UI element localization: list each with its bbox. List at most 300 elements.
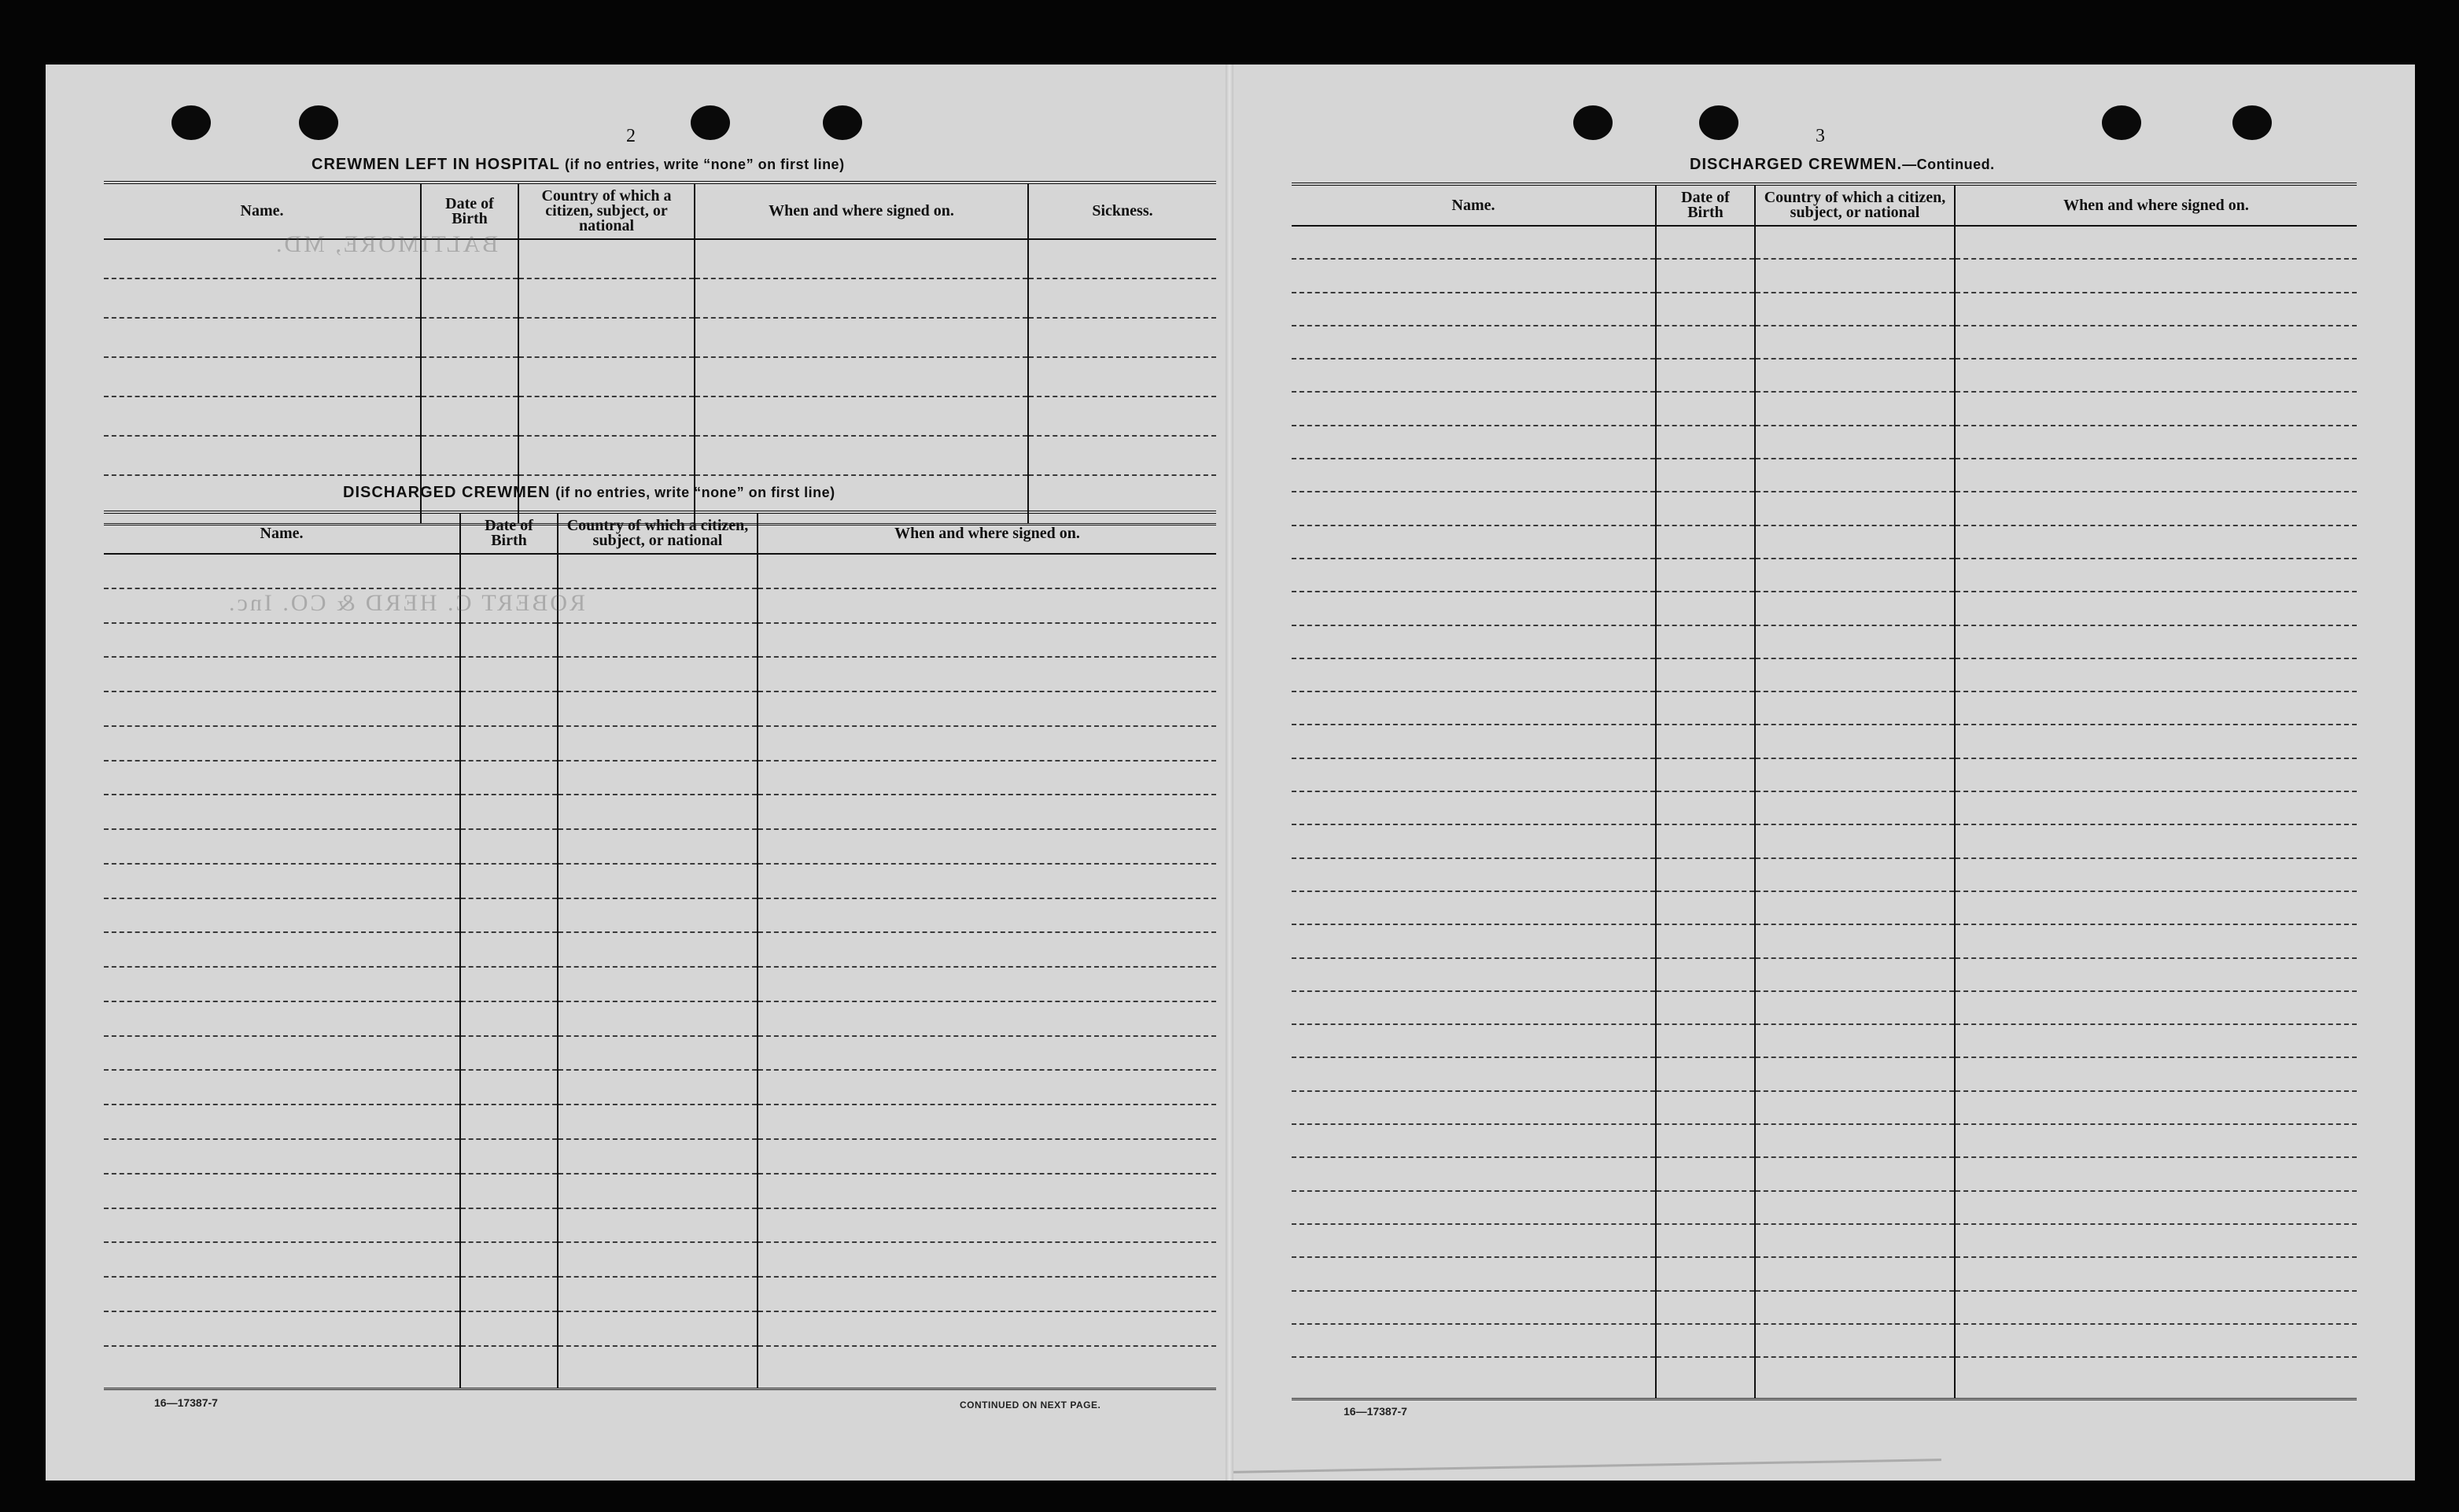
- blank-entry-cell: [460, 1277, 558, 1311]
- blank-entry-cell: [558, 967, 758, 1001]
- punch-hole: [299, 105, 338, 140]
- blank-entry-cell: [104, 1277, 460, 1311]
- table-row: [104, 657, 1216, 691]
- blank-entry-cell: [1292, 293, 1656, 326]
- punch-hole: [171, 105, 211, 140]
- blank-entry-cell: [1955, 559, 2357, 592]
- table-row: [104, 278, 1216, 318]
- table-row: [1292, 1157, 2357, 1190]
- blank-entry-cell: [1955, 991, 2357, 1024]
- blank-entry-cell: [558, 1208, 758, 1243]
- blank-entry-cell: [1292, 392, 1656, 425]
- blank-entry-cell: [1028, 278, 1216, 318]
- table-row: [1292, 891, 2357, 924]
- table-row: [104, 1277, 1216, 1311]
- blank-entry-cell: [1955, 226, 2357, 259]
- blank-entry-cell: [758, 761, 1216, 795]
- table-row: [1292, 226, 2357, 259]
- blank-entry-cell: [758, 1277, 1216, 1311]
- table-row: [104, 1346, 1216, 1389]
- blank-entry-cell: [558, 1139, 758, 1174]
- blank-entry-cell: [1955, 326, 2357, 359]
- table-row: [104, 829, 1216, 864]
- blank-entry-cell: [695, 357, 1028, 396]
- blank-entry-cell: [695, 278, 1028, 318]
- table-row: [1292, 858, 2357, 891]
- blank-entry-cell: [1755, 1091, 1955, 1124]
- blank-entry-cell: [1292, 1224, 1656, 1257]
- blank-entry-cell: [558, 795, 758, 829]
- blank-entry-cell: [104, 1001, 460, 1036]
- blank-entry-cell: [460, 1001, 558, 1036]
- blank-entry-cell: [460, 1104, 558, 1139]
- blank-entry-cell: [1292, 426, 1656, 459]
- blank-entry-cell: [460, 761, 558, 795]
- blank-entry-cell: [758, 1036, 1216, 1071]
- blank-entry-cell: [1955, 426, 2357, 459]
- table-row: [1292, 1291, 2357, 1324]
- blank-entry-cell: [1292, 259, 1656, 292]
- blank-entry-cell: [104, 623, 460, 658]
- blank-entry-cell: [1955, 758, 2357, 791]
- blank-entry-cell: [1292, 824, 1656, 857]
- blank-entry-cell: [1955, 1257, 2357, 1290]
- blank-entry-cell: [104, 795, 460, 829]
- blank-entry-cell: [1955, 791, 2357, 824]
- table-row: [1292, 326, 2357, 359]
- blank-entry-cell: [1755, 791, 1955, 824]
- blank-entry-cell: [1656, 592, 1755, 625]
- table-row: [1292, 1357, 2357, 1399]
- table-row: [104, 932, 1216, 967]
- blank-entry-cell: [104, 1036, 460, 1071]
- blank-entry-cell: [758, 588, 1216, 623]
- blank-entry-cell: [1292, 1024, 1656, 1057]
- table-row: [1292, 1191, 2357, 1224]
- blank-entry-cell: [1755, 1057, 1955, 1090]
- blank-entry-cell: [1755, 758, 1955, 791]
- column-header-country: Country of which a citizen, subject, or national: [518, 183, 695, 239]
- column-header-country: Country of which a citizen, subject, or national: [1755, 184, 1955, 226]
- blank-entry-cell: [1955, 924, 2357, 957]
- discharged-section-title: [343, 484, 835, 502]
- blank-entry-cell: [1755, 1357, 1955, 1399]
- hospital-table-body: [104, 239, 1216, 525]
- continued-table-body: [1292, 226, 2357, 1400]
- table-row: [104, 1036, 1216, 1071]
- blank-entry-cell: [1955, 1091, 2357, 1124]
- blank-entry-cell: [460, 967, 558, 1001]
- blank-entry-cell: [758, 1242, 1216, 1277]
- table-row: [1292, 392, 2357, 425]
- table-row: [1292, 625, 2357, 658]
- blank-entry-cell: [1292, 1124, 1656, 1157]
- blank-entry-cell: [695, 239, 1028, 278]
- blank-entry-cell: [1955, 259, 2357, 292]
- blank-entry-cell: [1755, 359, 1955, 392]
- blank-entry-cell: [104, 1139, 460, 1174]
- column-header-date-of-birth: Date of Birth: [421, 183, 518, 239]
- blank-entry-cell: [104, 726, 460, 761]
- blank-entry-cell: [1656, 1124, 1755, 1157]
- blank-entry-cell: [421, 436, 518, 475]
- blank-entry-cell: [104, 1104, 460, 1139]
- blank-entry-cell: [104, 932, 460, 967]
- blank-entry-cell: [1755, 958, 1955, 991]
- table-row: [104, 1174, 1216, 1208]
- left-page: [46, 65, 1226, 1481]
- blank-entry-cell: [460, 1208, 558, 1243]
- blank-entry-cell: [558, 1104, 758, 1139]
- column-header-name: Name.: [1292, 184, 1656, 226]
- blank-entry-cell: [1292, 1257, 1656, 1290]
- blank-entry-cell: [558, 1311, 758, 1346]
- blank-entry-cell: [1955, 459, 2357, 492]
- table-row: [104, 967, 1216, 1001]
- table-row: [1292, 725, 2357, 758]
- blank-entry-cell: [518, 436, 695, 475]
- table-row: [104, 396, 1216, 436]
- table-row: [104, 357, 1216, 396]
- blank-entry-cell: [518, 357, 695, 396]
- table-row: [1292, 526, 2357, 559]
- blank-entry-cell: [1656, 259, 1755, 292]
- blank-entry-cell: [558, 761, 758, 795]
- blank-entry-cell: [758, 1346, 1216, 1389]
- blank-entry-cell: [460, 1174, 558, 1208]
- blank-entry-cell: [1292, 1157, 1656, 1190]
- blank-entry-cell: [1656, 725, 1755, 758]
- table-row: [1292, 1024, 2357, 1057]
- continued-label: —Continued.: [1902, 157, 1995, 172]
- table-row: [104, 1104, 1216, 1139]
- blank-entry-cell: [558, 864, 758, 898]
- blank-entry-cell: [460, 623, 558, 658]
- blank-entry-cell: [1292, 725, 1656, 758]
- table-row: [104, 761, 1216, 795]
- blank-entry-cell: [758, 967, 1216, 1001]
- blank-entry-cell: [1955, 359, 2357, 392]
- blank-entry-cell: [1955, 658, 2357, 691]
- blank-entry-cell: [104, 1311, 460, 1346]
- discharged-continued-table: [1292, 183, 2357, 1400]
- blank-entry-cell: [1755, 924, 1955, 957]
- blank-entry-cell: [1755, 259, 1955, 292]
- hospital-header-row: [104, 183, 1216, 239]
- blank-entry-cell: [1028, 436, 1216, 475]
- form-code: 16—17387-7: [1344, 1405, 1407, 1418]
- blank-entry-cell: [1292, 1357, 1656, 1399]
- blank-entry-cell: [1955, 891, 2357, 924]
- table-row: [104, 864, 1216, 898]
- blank-entry-cell: [104, 691, 460, 726]
- blank-entry-cell: [1955, 1124, 2357, 1157]
- blank-entry-cell: [1292, 658, 1656, 691]
- blank-entry-cell: [1755, 392, 1955, 425]
- table-row: [104, 898, 1216, 933]
- blank-entry-cell: [104, 318, 421, 357]
- blank-entry-cell: [1955, 592, 2357, 625]
- blank-entry-cell: [758, 864, 1216, 898]
- blank-entry-cell: [1028, 239, 1216, 278]
- blank-entry-cell: [558, 1070, 758, 1104]
- page-number: 3: [1816, 126, 1825, 146]
- blank-entry-cell: [1955, 1357, 2357, 1399]
- blank-entry-cell: [1755, 1224, 1955, 1257]
- blank-entry-cell: [104, 357, 421, 396]
- column-header-signed-on: When and where signed on.: [1955, 184, 2357, 226]
- blank-entry-cell: [1656, 1324, 1755, 1357]
- blank-entry-cell: [1292, 1324, 1656, 1357]
- blank-entry-cell: [1292, 1191, 1656, 1224]
- blank-entry-cell: [695, 396, 1028, 436]
- blank-entry-cell: [104, 1070, 460, 1104]
- column-header-name: Name.: [104, 512, 460, 554]
- blank-entry-cell: [758, 1208, 1216, 1243]
- blank-entry-cell: [1656, 1057, 1755, 1090]
- blank-entry-cell: [460, 1070, 558, 1104]
- blank-entry-cell: [1292, 924, 1656, 957]
- blank-entry-cell: [104, 396, 421, 436]
- table-row: [1292, 592, 2357, 625]
- blank-entry-cell: [1955, 293, 2357, 326]
- blank-entry-cell: [1292, 359, 1656, 392]
- column-header-country: Country of which a citizen, subject, or national: [558, 512, 758, 554]
- blank-entry-cell: [1955, 958, 2357, 991]
- blank-entry-cell: [1656, 359, 1755, 392]
- table-row: [104, 1070, 1216, 1104]
- blank-entry-cell: [1656, 559, 1755, 592]
- punch-hole: [823, 105, 862, 140]
- blank-entry-cell: [460, 1311, 558, 1346]
- blank-entry-cell: [758, 1311, 1216, 1346]
- blank-entry-cell: [1755, 1124, 1955, 1157]
- column-header-signed-on: When and where signed on.: [695, 183, 1028, 239]
- column-header-name: Name.: [104, 183, 421, 239]
- blank-entry-cell: [1955, 392, 2357, 425]
- blank-entry-cell: [460, 932, 558, 967]
- blank-entry-cell: [1755, 991, 1955, 1024]
- blank-entry-cell: [1292, 226, 1656, 259]
- blank-entry-cell: [460, 657, 558, 691]
- hospital-title-text: CREWMEN LEFT IN HOSPITAL: [312, 156, 560, 173]
- blank-entry-cell: [1292, 758, 1656, 791]
- blank-entry-cell: [1292, 592, 1656, 625]
- table-row: [1292, 958, 2357, 991]
- blank-entry-cell: [1755, 658, 1955, 691]
- blank-entry-cell: [1955, 1324, 2357, 1357]
- blank-entry-cell: [1755, 1257, 1955, 1290]
- blank-entry-cell: [1292, 958, 1656, 991]
- blank-entry-cell: [1755, 526, 1955, 559]
- blank-entry-cell: [558, 1174, 758, 1208]
- table-row: [1292, 1257, 2357, 1290]
- blank-entry-cell: [758, 691, 1216, 726]
- blank-entry-cell: [1656, 293, 1755, 326]
- blank-entry-cell: [1028, 357, 1216, 396]
- blank-entry-cell: [1955, 1191, 2357, 1224]
- table-row: [104, 1242, 1216, 1277]
- blank-entry-cell: [421, 396, 518, 436]
- table-row: [1292, 691, 2357, 725]
- table-row: [104, 554, 1216, 588]
- table-row: [104, 623, 1216, 658]
- blank-entry-cell: [421, 278, 518, 318]
- blank-entry-cell: [758, 623, 1216, 658]
- blank-entry-cell: [1656, 658, 1755, 691]
- blank-entry-cell: [1292, 559, 1656, 592]
- blank-entry-cell: [421, 318, 518, 357]
- blank-entry-cell: [1755, 326, 1955, 359]
- continued-note: CONTINUED ON NEXT PAGE.: [960, 1400, 1101, 1411]
- table-row: [104, 1311, 1216, 1346]
- blank-entry-cell: [1755, 1291, 1955, 1324]
- blank-entry-cell: [758, 898, 1216, 933]
- blank-entry-cell: [558, 726, 758, 761]
- blank-entry-cell: [1955, 1057, 2357, 1090]
- blank-entry-cell: [1656, 1291, 1755, 1324]
- blank-entry-cell: [518, 318, 695, 357]
- blank-entry-cell: [460, 829, 558, 864]
- blank-entry-cell: [558, 691, 758, 726]
- blank-entry-cell: [1755, 426, 1955, 459]
- table-row: [1292, 359, 2357, 392]
- blank-entry-cell: [518, 278, 695, 318]
- blank-entry-cell: [1656, 1157, 1755, 1190]
- blank-entry-cell: [460, 898, 558, 933]
- hospital-instruction: (if no entries, write “none” on first line): [565, 157, 845, 172]
- blank-entry-cell: [1755, 1324, 1955, 1357]
- blank-entry-cell: [104, 436, 421, 475]
- column-header-date-of-birth: Date of Birth: [1656, 184, 1755, 226]
- table-row: [1292, 1057, 2357, 1090]
- blank-entry-cell: [558, 1277, 758, 1311]
- table-row: [104, 691, 1216, 726]
- blank-entry-cell: [1656, 858, 1755, 891]
- blank-entry-cell: [460, 726, 558, 761]
- table-row: [1292, 791, 2357, 824]
- hospital-table: [104, 181, 1216, 526]
- blank-entry-cell: [1292, 492, 1656, 525]
- blank-entry-cell: [104, 1208, 460, 1243]
- discharged-header-row: [104, 512, 1216, 554]
- blank-entry-cell: [1755, 559, 1955, 592]
- blank-entry-cell: [1755, 858, 1955, 891]
- blank-entry-cell: [1955, 824, 2357, 857]
- table-row: [1292, 459, 2357, 492]
- blank-entry-cell: [104, 657, 460, 691]
- table-row: [104, 1208, 1216, 1243]
- blank-entry-cell: [1656, 1357, 1755, 1399]
- table-row: [104, 239, 1216, 278]
- table-row: [1292, 259, 2357, 292]
- blank-entry-cell: [758, 1104, 1216, 1139]
- form-code: 16—17387-7: [154, 1396, 218, 1409]
- punch-hole: [2232, 105, 2272, 140]
- blank-entry-cell: [1955, 858, 2357, 891]
- blank-entry-cell: [1292, 991, 1656, 1024]
- discharged-table-body: [104, 554, 1216, 1389]
- blank-entry-cell: [1755, 1024, 1955, 1057]
- blank-entry-cell: [1656, 824, 1755, 857]
- blank-entry-cell: [1292, 691, 1656, 725]
- column-header-sickness: Sickness.: [1028, 183, 1216, 239]
- blank-entry-cell: [104, 1174, 460, 1208]
- blank-entry-cell: [1656, 958, 1755, 991]
- blank-entry-cell: [1292, 459, 1656, 492]
- table-row: [1292, 658, 2357, 691]
- blank-entry-cell: [1955, 691, 2357, 725]
- column-header-date-of-birth: Date of Birth: [460, 512, 558, 554]
- table-row: [104, 795, 1216, 829]
- blank-entry-cell: [1656, 326, 1755, 359]
- blank-entry-cell: [1656, 625, 1755, 658]
- blank-entry-cell: [558, 657, 758, 691]
- blank-entry-cell: [758, 1139, 1216, 1174]
- blank-entry-cell: [1292, 1091, 1656, 1124]
- blank-entry-cell: [558, 588, 758, 623]
- punch-hole: [1573, 105, 1613, 140]
- blank-entry-cell: [460, 691, 558, 726]
- blank-entry-cell: [558, 1346, 758, 1389]
- document-sheet: [46, 65, 2415, 1481]
- blank-entry-cell: [460, 1036, 558, 1071]
- blank-entry-cell: [104, 1242, 460, 1277]
- blank-entry-cell: [1755, 1157, 1955, 1190]
- table-row: [1292, 1124, 2357, 1157]
- blank-entry-cell: [1955, 1157, 2357, 1190]
- blank-entry-cell: [1755, 725, 1955, 758]
- blank-entry-cell: [758, 1174, 1216, 1208]
- blank-entry-cell: [1955, 1024, 2357, 1057]
- blank-entry-cell: [1656, 1024, 1755, 1057]
- blank-entry-cell: [1292, 791, 1656, 824]
- blank-entry-cell: [1755, 1191, 1955, 1224]
- blank-entry-cell: [558, 554, 758, 588]
- table-row: [1292, 1091, 2357, 1124]
- blank-entry-cell: [104, 829, 460, 864]
- discharged-continued-title: [1690, 156, 1995, 174]
- blank-entry-cell: [758, 726, 1216, 761]
- blank-entry-cell: [104, 554, 460, 588]
- blank-entry-cell: [1656, 1257, 1755, 1290]
- blank-entry-cell: [758, 1001, 1216, 1036]
- page-number: 2: [626, 126, 636, 146]
- blank-entry-cell: [1656, 226, 1755, 259]
- table-row: [104, 726, 1216, 761]
- blank-entry-cell: [460, 1242, 558, 1277]
- blank-entry-cell: [758, 829, 1216, 864]
- discharged-table: [104, 511, 1216, 1390]
- blank-entry-cell: [1755, 293, 1955, 326]
- blank-entry-cell: [104, 761, 460, 795]
- blank-entry-cell: [1028, 318, 1216, 357]
- blank-entry-cell: [1955, 1291, 2357, 1324]
- blank-entry-cell: [1656, 691, 1755, 725]
- blank-entry-cell: [1955, 725, 2357, 758]
- hospital-section-title: [312, 156, 845, 174]
- blank-entry-cell: [1656, 1191, 1755, 1224]
- table-row: [1292, 1324, 2357, 1357]
- blank-entry-cell: [758, 554, 1216, 588]
- blank-entry-cell: [104, 967, 460, 1001]
- table-row: [1292, 758, 2357, 791]
- blank-entry-cell: [104, 278, 421, 318]
- blank-entry-cell: [1656, 1224, 1755, 1257]
- blank-entry-cell: [558, 898, 758, 933]
- blank-entry-cell: [1656, 392, 1755, 425]
- blank-entry-cell: [460, 864, 558, 898]
